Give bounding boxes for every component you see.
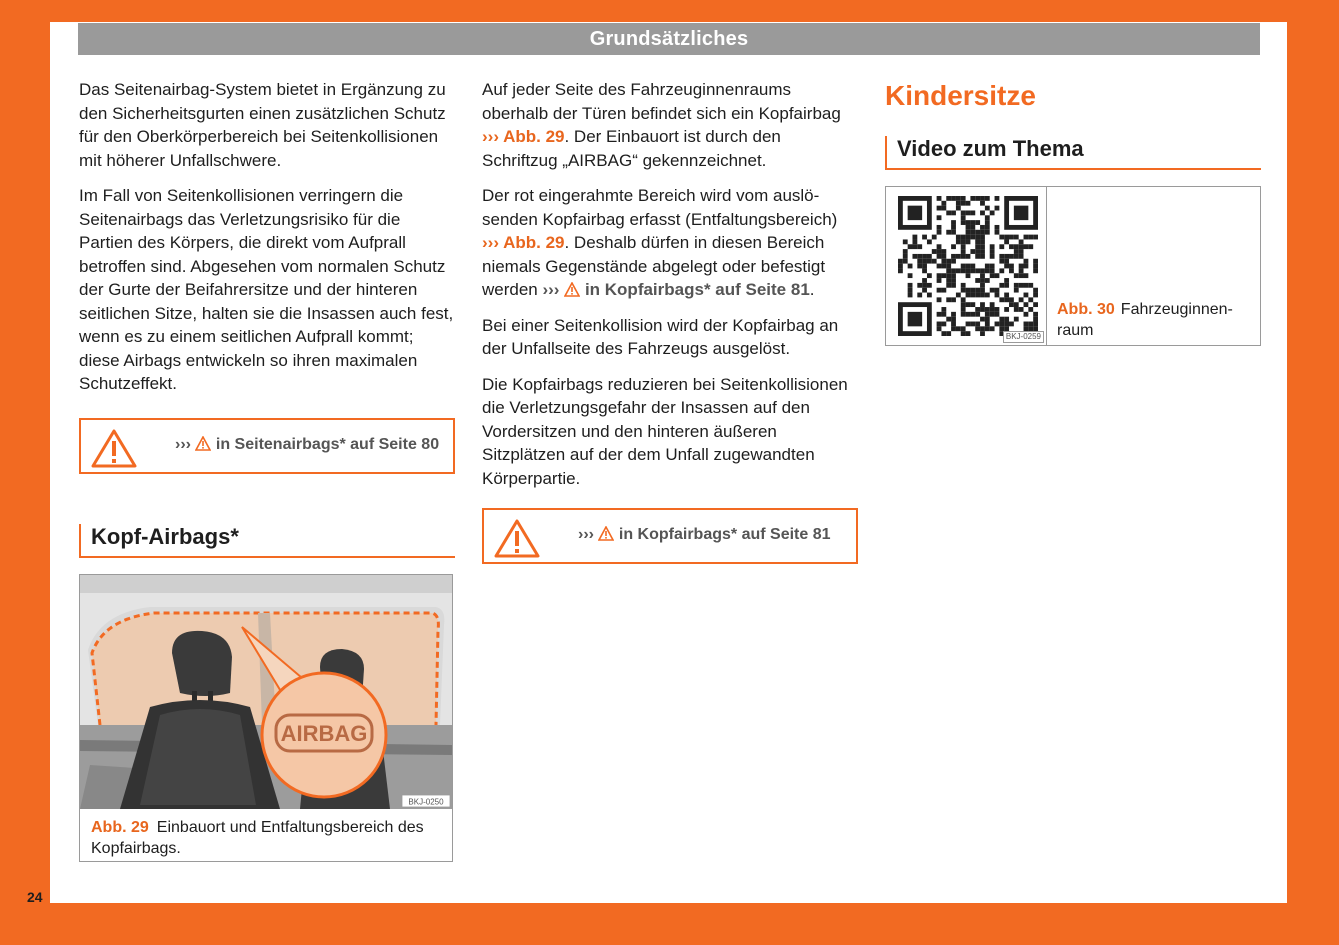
text-span: .: [809, 280, 815, 299]
paragraph: [482, 184, 858, 302]
warning-reference[interactable]: [175, 436, 439, 454]
text-span: Der rot eingerahmte Bereich wird vom auslösenden Kopfairbag erfasst (Entfaltungsbereich): [482, 186, 838, 229]
figure-code: BKJ-0259: [1003, 331, 1044, 343]
chapter-title: Kindersitze: [885, 80, 1036, 111]
page-number: 24: [27, 889, 43, 905]
qr-code-panel[interactable]: [886, 187, 1047, 345]
warning-mini-icon: [564, 282, 580, 297]
arrow-icon: ›››: [542, 280, 560, 299]
figure-number: Abb. 30: [1057, 301, 1115, 318]
figure-caption: [80, 809, 452, 865]
section-header: Grundsätzliches: [78, 23, 1260, 55]
text-span: Auf jeder Seite des Fahrzeuginnenraums oberhalb der Türen befindet sich ein Kopfairbag: [482, 80, 841, 123]
text-span: . Der Einbauort ist durch den Schriftzug „AIRBAG“ gekennzeichnet.: [482, 127, 781, 170]
figure-reference-link[interactable]: ››› Abb. 29: [482, 127, 565, 146]
column-middle: [482, 78, 858, 564]
warning-mini-icon: [195, 436, 211, 451]
text-span: . Deshalb dürfen in diesen Bereich niemals Gegenstände abgelegt oder befestigt werden: [482, 233, 826, 299]
figure-caption-text: Fahrzeuginnenraum: [1057, 301, 1233, 339]
arrow-icon: ›››: [175, 435, 191, 453]
figure-caption: [1057, 299, 1257, 341]
column-left: [79, 78, 455, 862]
warning-box[interactable]: [482, 508, 858, 564]
warning-reference-text: in Kopfairbags* auf Seite 81: [618, 526, 831, 543]
warning-box[interactable]: [79, 418, 455, 474]
airbag-label: AIRBAG: [280, 720, 368, 746]
figure-number: Abb. 29: [91, 818, 149, 836]
car-interior-illustration: [80, 575, 452, 809]
section-title-video: Video zum Thema: [885, 136, 1261, 170]
warning-triangle-icon: [494, 518, 540, 558]
warning-reference[interactable]: [578, 526, 831, 544]
paragraph: Bei einer Seitenkollision wird der Kopfairbag an der Unfallseite des Fahrzeugs ausgelöst.: [482, 315, 839, 358]
warning-triangle-icon: [91, 428, 137, 468]
paragraph: Im Fall von Seitenkollisionen verringern die Seitenairbags das Verletzungsrisiko für die Partien des Körpers, die direkt vom Aufprall betroffen sind. Abgesehen vom normalen Schutz der Gurte der Beifahrersitze und der hinteren seitlichen Sitze, halten sie die Insassen auch fest, wenn es zu einem seitlichen Aufprall kommt; diese Airbags entwickeln so ihren maximalen Schutzeffekt.: [79, 186, 454, 393]
warning-reference-text: in Kopfairbags* auf Seite 81: [584, 280, 810, 299]
paragraph: [482, 78, 858, 172]
figure-abb-30: [885, 186, 1261, 346]
paragraph: Das Seitenairbag-System bietet in Ergänzung zu den Sicherheitsgurten einen zusätzlichen Schutz für den Oberkörperbereich bei Seitenkollisionen mit höherer Unfallschwere.: [79, 80, 446, 170]
figure-caption-text: Einbauort und Entfaltungsbereich des Kopfairbags.: [91, 818, 424, 857]
paragraph: Die Kopfairbags reduzieren bei Seitenkollisionen die Verletzungsgefahr der Insassen auf den Vordersitzen und den hinteren äußeren Sitzplätzen auf der dem Unfall zugewandten Körperpartie.: [482, 374, 848, 488]
qr-code-icon[interactable]: [898, 196, 1038, 336]
section-title-kopf-airbags: Kopf-Airbags*: [79, 524, 455, 558]
arrow-icon: ›››: [578, 526, 594, 543]
column-right: [885, 80, 1261, 346]
figure-code: BKJ-0250: [408, 797, 444, 806]
warning-reference-text: in Seitenairbags* auf Seite 80: [215, 435, 440, 453]
figure-abb-29: [79, 574, 453, 862]
warning-reference-link[interactable]: [542, 280, 809, 299]
figure-reference-link[interactable]: ››› Abb. 29: [482, 233, 565, 252]
warning-mini-icon: [598, 526, 614, 541]
